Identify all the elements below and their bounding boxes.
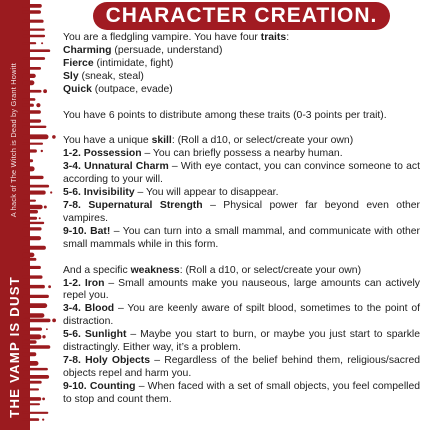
sidebar-title: THE VAMP IS DUST bbox=[6, 276, 22, 418]
page-title: CHARACTER CREATION. bbox=[105, 4, 378, 27]
rules-body bbox=[63, 32, 420, 407]
page-title-banner bbox=[93, 2, 390, 30]
points-paragraph: You have 6 points to distribute among these traits (0-3 points per trait). bbox=[63, 109, 387, 121]
intro-paragraph: You are a fledgling vampire. You have four traits: bbox=[63, 32, 290, 43]
blood-drip-decoration bbox=[22, 0, 56, 430]
trait-item: Charming (persuade, understand) bbox=[63, 44, 223, 56]
weakness-item: 9-10. Counting – When faced with a set of small objects, you feel compelled to stop and count them. bbox=[63, 380, 420, 405]
skill-item: 3-4. Unnatural Charm – With eye contact, you can convince someone to act according to your will. bbox=[63, 161, 420, 186]
trait-item: Fierce (intimidate, fight) bbox=[63, 57, 174, 69]
sidebar-credit: A hack of The Witch is Dead by Grant Howitt bbox=[8, 63, 18, 218]
skill-item: 7-8. Supernatural Strength – Physical power far beyond even other vampires. bbox=[63, 199, 420, 224]
weakness-item: 3-4. Blood – You are keenly aware of spilt blood, sometimes to the point of distraction. bbox=[63, 303, 420, 328]
weakness-item: 5-6. Sunlight – Maybe you start to burn, or maybe you just start to sparkle distractingly. Either way, it’s a problem. bbox=[63, 329, 420, 354]
skill-item: 1-2. Possession – You can briefly possess a nearby human. bbox=[63, 148, 343, 160]
skill-list bbox=[63, 148, 420, 251]
trait-item: Quick (outpace, evade) bbox=[63, 83, 173, 95]
weakness-intro: And a specific weakness: (Roll a d10, or select/create your own) bbox=[63, 264, 362, 276]
skills-intro: You have a unique skill: (Roll a d10, or select/create your own) bbox=[63, 135, 354, 147]
skill-item: 9-10. Bat! – You can turn into a small mammal, and communicate with other small mammals while in this form. bbox=[63, 225, 420, 250]
weakness-list bbox=[63, 278, 420, 407]
trait-item: Sly (sneak, steal) bbox=[63, 70, 144, 82]
weakness-item: 1-2. Iron – Small amounts make you nauseous, large amounts can actively repel you. bbox=[63, 277, 421, 302]
trait-list bbox=[63, 45, 420, 97]
weakness-item: 7-8. Holy Objects – Regardless of the belief behind them, religious/sacred objects repel and harm you. bbox=[63, 354, 421, 379]
skill-item: 5-6. Invisibility – You will appear to disappear. bbox=[63, 187, 279, 199]
